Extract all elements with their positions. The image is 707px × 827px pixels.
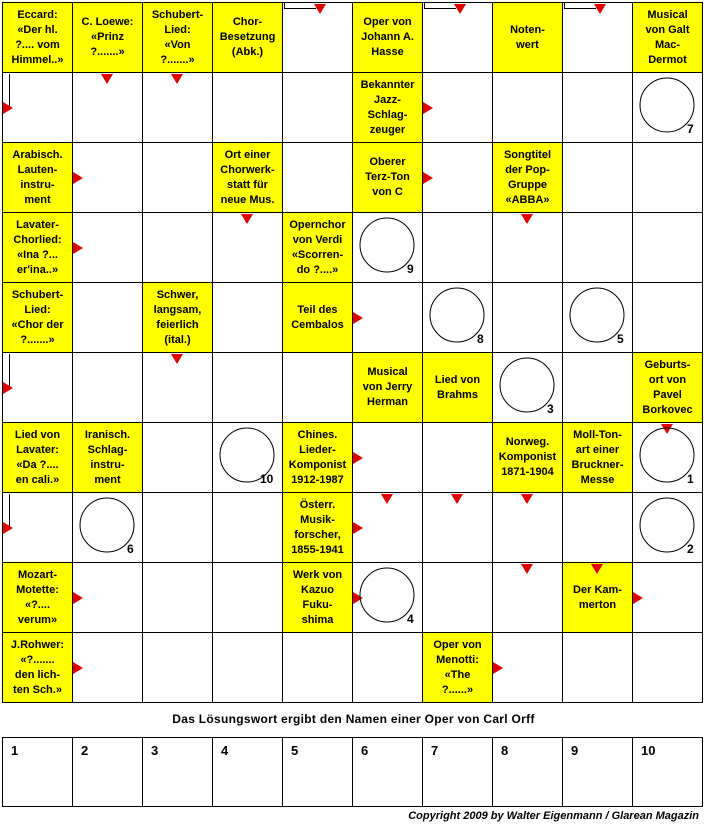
clue-cell: Norweg. Komponist 1871-1904	[492, 422, 563, 493]
solution-letter-box[interactable]	[282, 737, 353, 807]
answer-cell[interactable]	[142, 142, 213, 213]
entry-start-marker	[424, 8, 456, 9]
answer-cell[interactable]	[212, 352, 283, 423]
solution-box-number: 5	[291, 743, 299, 758]
clue-cell: Lied von Brahms	[422, 352, 493, 423]
answer-cell[interactable]	[282, 72, 353, 143]
crossword-grid	[2, 2, 703, 703]
clue-cell: Der Kam- merton	[562, 562, 633, 633]
arrow-down-icon	[241, 214, 253, 224]
clue-cell: Noten- wert	[492, 2, 563, 73]
clue-cell: C. Loewe: «Prinz ?.......»	[72, 2, 143, 73]
arrow-right-icon	[73, 662, 83, 674]
answer-cell[interactable]	[562, 352, 633, 423]
answer-cell[interactable]	[212, 492, 283, 563]
arrow-right-icon	[3, 382, 13, 394]
answer-cell[interactable]	[72, 282, 143, 353]
clue-cell: Iranisch. Schlag- instru- ment	[72, 422, 143, 493]
solution-circle-number: 3	[547, 402, 554, 416]
solution-circle-number: 7	[687, 122, 694, 136]
solution-box-number: 2	[81, 743, 89, 758]
arrow-down-icon	[314, 4, 326, 14]
answer-cell[interactable]	[562, 142, 633, 213]
solution-box-number: 4	[221, 743, 229, 758]
solution-circle-number: 4	[407, 612, 414, 626]
answer-cell[interactable]	[562, 72, 633, 143]
answer-cell[interactable]	[492, 72, 563, 143]
clue-cell: Oper von Menotti: «The ?......»	[422, 632, 493, 703]
solution-circle-number: 9	[407, 262, 414, 276]
solution-box-number: 1	[11, 743, 19, 758]
answer-cell[interactable]	[212, 282, 283, 353]
clue-cell: Bekannter Jazz- Schlag- zeuger	[352, 72, 423, 143]
entry-start-marker	[564, 8, 596, 9]
solution-letter-box[interactable]	[422, 737, 493, 807]
clue-cell: Eccard: «Der hl. ?.... vom Himmel..»	[2, 2, 73, 73]
clue-cell: Schubert- Lied: «Chor der ?.......»	[2, 282, 73, 353]
clue-cell: Mozart- Motette: «?.... verum»	[2, 562, 73, 633]
answer-cell[interactable]	[142, 562, 213, 633]
clue-cell: Moll-Ton- art einer Bruckner- Messe	[562, 422, 633, 493]
clue-cell: Geburts- ort von Pavel Borkovec	[632, 352, 703, 423]
solution-letter-box[interactable]	[72, 737, 143, 807]
arrow-down-icon	[521, 214, 533, 224]
answer-cell[interactable]	[212, 562, 283, 633]
arrow-down-icon	[381, 494, 393, 504]
arrow-down-icon	[454, 4, 466, 14]
answer-cell[interactable]	[352, 632, 423, 703]
solution-box-number: 6	[361, 743, 369, 758]
clue-cell: Lavater- Chorlied: «Ina ?... er'ina..»	[2, 212, 73, 283]
solution-circle-number: 5	[617, 332, 624, 346]
arrow-right-icon	[353, 452, 363, 464]
solution-box-number: 9	[571, 743, 579, 758]
answer-cell[interactable]	[72, 352, 143, 423]
solution-letter-box[interactable]	[632, 737, 703, 807]
clue-cell: Chor- Besetzung (Abk.)	[212, 2, 283, 73]
answer-cell[interactable]	[562, 492, 633, 563]
clue-cell: Werk von Kazuo Fuku- shima	[282, 562, 353, 633]
solution-circle-number: 1	[687, 472, 694, 486]
answer-cell[interactable]	[492, 282, 563, 353]
clue-cell: J.Rohwer: «?....... den lich- ten Sch.»	[2, 632, 73, 703]
clue-cell: Lied von Lavater: «Da ?.... en cali.»	[2, 422, 73, 493]
arrow-right-icon	[353, 312, 363, 324]
solution-circle-number: 10	[260, 472, 274, 486]
answer-cell[interactable]	[632, 632, 703, 703]
arrow-right-icon	[3, 102, 13, 114]
clue-cell: Schwer, langsam, feierlich (ital.)	[142, 282, 213, 353]
clue-cell: Ort einer Chorwerk- statt für neue Mus.	[212, 142, 283, 213]
clue-cell: Opernchor von Verdi «Scorren- do ?....»	[282, 212, 353, 283]
clue-cell: Oberer Terz-Ton von C	[352, 142, 423, 213]
solution-letter-box[interactable]	[142, 737, 213, 807]
answer-cell[interactable]	[632, 142, 703, 213]
arrow-down-icon	[594, 4, 606, 14]
answer-cell[interactable]	[632, 282, 703, 353]
solution-letter-box[interactable]	[352, 737, 423, 807]
answer-cell[interactable]	[212, 632, 283, 703]
solution-circle-number: 6	[127, 542, 134, 556]
solution-circle-number: 8	[477, 332, 484, 346]
answer-cell[interactable]	[422, 212, 493, 283]
answer-cell[interactable]	[282, 352, 353, 423]
arrow-down-icon	[171, 74, 183, 84]
answer-cell[interactable]	[142, 492, 213, 563]
arrow-right-icon	[353, 592, 363, 604]
clue-cell: Arabisch. Lauten- instru- ment	[2, 142, 73, 213]
solution-letter-box[interactable]	[212, 737, 283, 807]
answer-cell[interactable]	[142, 212, 213, 283]
solution-title: Das Lösungswort ergibt den Namen einer Oper von Carl Orff	[172, 712, 535, 726]
answer-cell[interactable]	[562, 212, 633, 283]
solution-box-number: 10	[641, 743, 656, 758]
clue-cell: Musical von Jerry Herman	[352, 352, 423, 423]
solution-letter-box[interactable]	[2, 737, 73, 807]
arrow-down-icon	[451, 494, 463, 504]
answer-cell[interactable]	[632, 212, 703, 283]
arrow-down-icon	[101, 74, 113, 84]
solution-box-number: 3	[151, 743, 159, 758]
arrow-right-icon	[3, 522, 13, 534]
solution-box-number: 8	[501, 743, 509, 758]
entry-start-marker	[284, 8, 316, 9]
answer-cell[interactable]	[422, 422, 493, 493]
copyright-notice: Copyright 2009 by Walter Eigenmann / Glarean Magazin	[408, 810, 699, 822]
clue-cell: Musical von Galt Mac- Dermot	[632, 2, 703, 73]
answer-cell[interactable]	[562, 632, 633, 703]
solution-circle-number: 2	[687, 542, 694, 556]
arrow-down-icon	[591, 564, 603, 574]
solution-letter-box[interactable]	[562, 737, 633, 807]
arrow-right-icon	[423, 102, 433, 114]
arrow-right-icon	[73, 242, 83, 254]
solution-box-number: 7	[431, 743, 439, 758]
arrow-down-icon	[171, 354, 183, 364]
arrow-down-icon	[521, 564, 533, 574]
answer-cell[interactable]	[142, 422, 213, 493]
arrow-right-icon	[633, 592, 643, 604]
arrow-right-icon	[353, 522, 363, 534]
arrow-right-icon	[73, 592, 83, 604]
arrow-right-icon	[73, 172, 83, 184]
clue-cell: Chines. Lieder- Komponist 1912-1987	[282, 422, 353, 493]
clue-cell: Schubert- Lied: «Von ?.......»	[142, 2, 213, 73]
answer-cell[interactable]	[212, 72, 283, 143]
solution-letter-box[interactable]	[492, 737, 563, 807]
answer-cell[interactable]	[422, 562, 493, 633]
arrow-down-icon	[521, 494, 533, 504]
arrow-right-icon	[493, 662, 503, 674]
clue-cell: Songtitel der Pop- Gruppe «ABBA»	[492, 142, 563, 213]
clue-cell: Teil des Cembalos	[282, 282, 353, 353]
arrow-right-icon	[423, 172, 433, 184]
answer-cell[interactable]	[282, 142, 353, 213]
solution-row	[2, 737, 703, 807]
arrow-down-icon	[661, 424, 673, 434]
answer-cell[interactable]	[282, 632, 353, 703]
clue-cell: Österr. Musik- forscher, 1855-1941	[282, 492, 353, 563]
answer-cell[interactable]	[142, 632, 213, 703]
clue-cell: Oper von Johann A. Hasse	[352, 2, 423, 73]
